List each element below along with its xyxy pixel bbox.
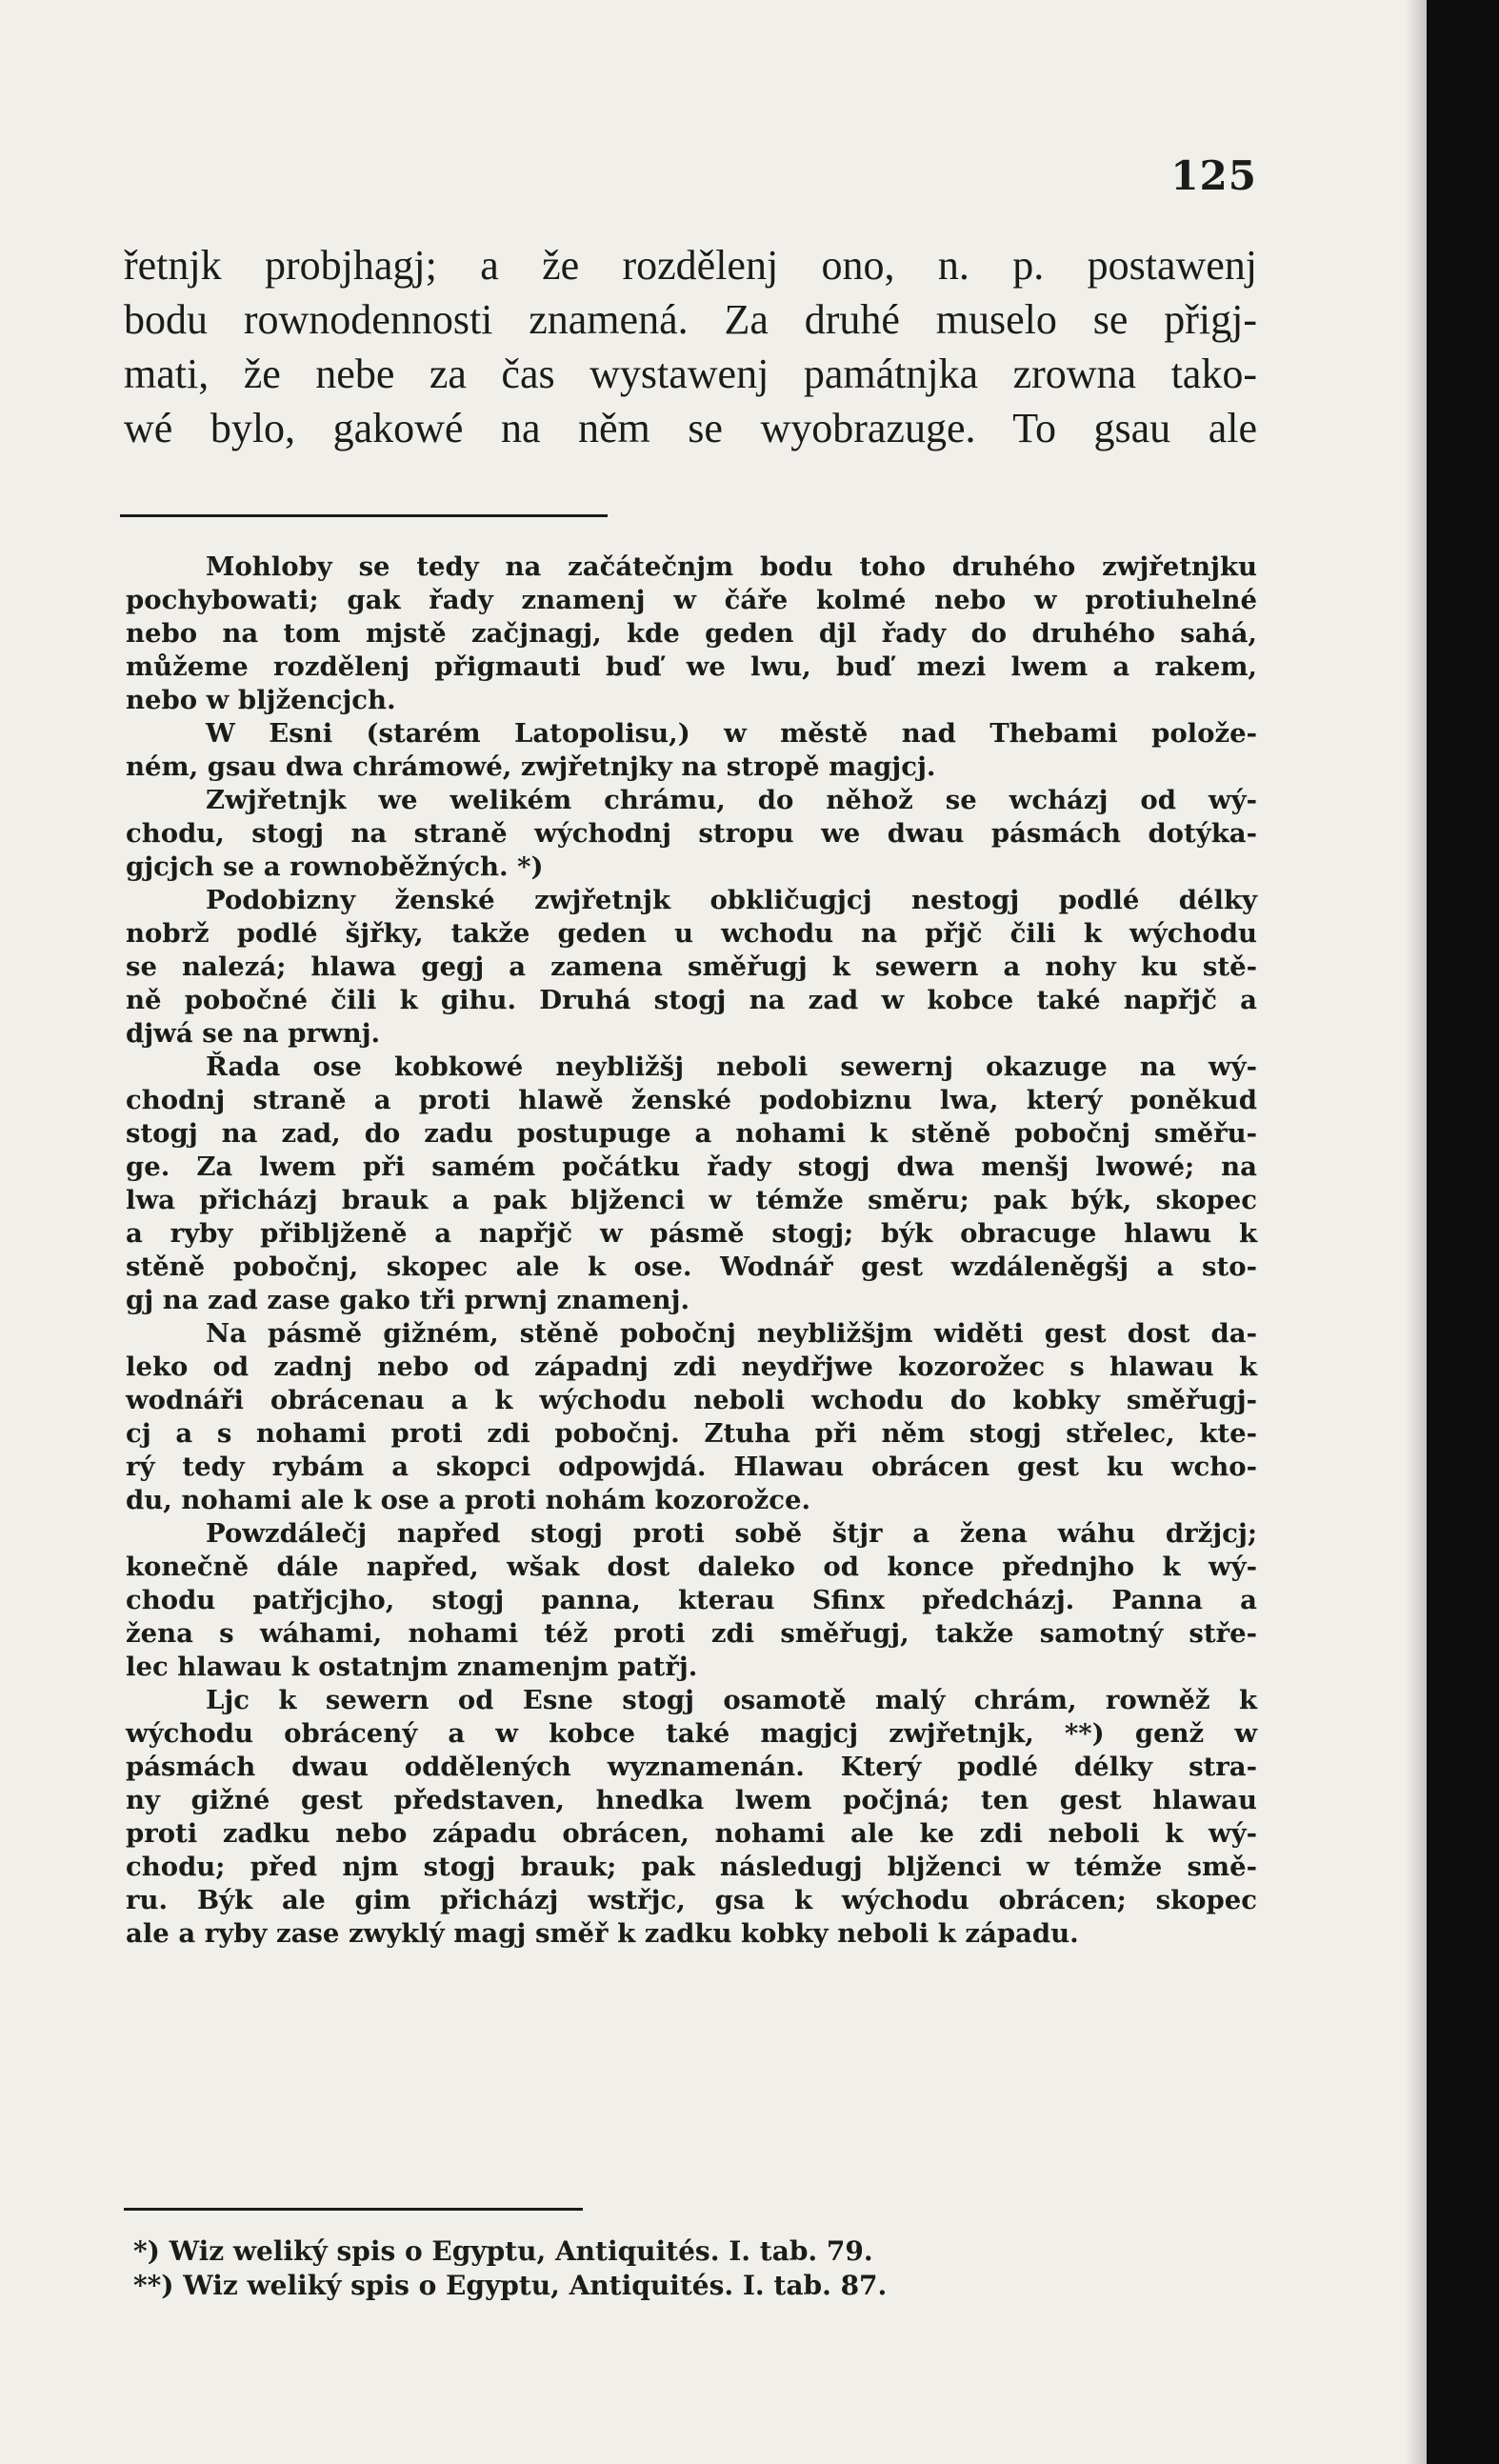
text-line: cj a s nohami proti zdi pobočnj. Ztuha při něm stogj střelec, kte-	[126, 1418, 1257, 1449]
text-line: rý tedy rybám a skopci odpowjdá. Hlawau obrácen gest ku wcho-	[126, 1452, 1257, 1482]
text-line: wodnáři obrácenau a k wýchodu neboli wchodu do kobky směřugj-	[126, 1385, 1257, 1415]
paragraph	[126, 1317, 1257, 1517]
page-edge-shadow	[1406, 0, 1427, 2464]
separator-rule	[120, 514, 608, 517]
text-line: konečně dále napřed, wšak dost daleko od konce přednjho k wý-	[126, 1552, 1257, 1582]
main-line: wé bylo, gakowé na něm se wyobrazuge. To gsau ale	[124, 405, 1257, 451]
main-line: mati, že nebe za čas wystawenj památnjka zrowna tako-	[124, 351, 1257, 397]
text-line: Podobizny ženské zwjřetnjk obkličugjcj nestogj podlé délky	[206, 885, 1257, 915]
text-line: ale a ryby zase zwyklý magj směř k zadku kobky neboli k západu.	[126, 1918, 1079, 1949]
main-line: bodu rownodennosti znamená. Za druhé muselo se přigj-	[124, 296, 1257, 343]
footnote-body-text	[126, 551, 1257, 1951]
footnote-1: *) Wiz weliký spis o Egyptu, Antiquités. I. tab. 79.	[133, 2235, 873, 2267]
text-line: lec hlawau k ostatnjm znamenjm patřj.	[126, 1652, 698, 1682]
text-line: můžeme rozdělenj přigmauti buď we lwu, buď mezi lwem a rakem,	[126, 651, 1257, 682]
paragraph	[126, 1684, 1257, 1951]
text-line: lwa přicházj brauk a pak bljženci w témže směru; pak býk, skopec	[126, 1185, 1257, 1215]
text-line: chodu; před njm stogj brauk; pak následugj bljženci w témže smě-	[126, 1852, 1257, 1882]
text-line: ném, gsau dwa chrámowé, zwjřetnjky na stropě magjcj.	[126, 751, 936, 782]
text-line: gj na zad zase gako tři prwnj znamenj.	[126, 1285, 690, 1315]
footnotes	[133, 2234, 1257, 2303]
text-line: nebo w bljžencjch.	[126, 685, 396, 715]
text-line: W Esni (starém Latopolisu,) w městě nad Thebami polože-	[206, 718, 1257, 749]
text-line: gjcjch se a rownoběžných. *)	[126, 851, 544, 882]
text-line: Na pásmě gižném, stěně pobočnj neybližšjm widěti gest dost da-	[206, 1318, 1257, 1349]
text-line: wýchodu obrácený a w kobce také magjcj zwjřetnjk, **) genž w	[126, 1718, 1257, 1749]
text-line: nebo na tom mjstě začjnagj, kde geden djl řady do druhého sahá,	[126, 618, 1257, 649]
main-text-block	[124, 238, 1257, 455]
text-line: a ryby přibljženě a napřjč w pásmě stogj; býk obracuge hlawu k	[126, 1218, 1257, 1249]
text-line: Powzdálečj napřed stogj proti sobě štjr a žena wáhu držjcj;	[206, 1518, 1257, 1549]
text-line: du, nohami ale k ose a proti nohám kozorožce.	[126, 1485, 811, 1515]
footnote-rule	[124, 2208, 583, 2211]
text-line: pásmách dwau oddělených wyznamenán. Který podlé délky stra-	[126, 1752, 1257, 1782]
text-line: Ljc k sewern od Esne stogj osamotě malý chrám, rowněž k	[206, 1685, 1257, 1715]
main-line: řetnjk probjhagj; a že rozdělenj ono, n. p. postawenj	[124, 242, 1257, 289]
paragraph	[126, 1051, 1257, 1317]
paragraph	[126, 551, 1257, 717]
text-line: žena s wáhami, nohami též proti zdi směřugj, takže samotný stře-	[126, 1618, 1257, 1649]
text-line: Mohloby se tedy na začátečnjm bodu toho druhého zwjřetnjku	[206, 551, 1257, 582]
text-line: se nalezá; hlawa gegj a zamena směřugj k sewern a nohy ku stě-	[126, 952, 1257, 982]
text-line: chodnj straně a proti hlawě ženské podobiznu lwa, který poněkud	[126, 1085, 1257, 1115]
text-line: pochybowati; gak řady znamenj w čáře kolmé nebo w protiuhelné	[126, 585, 1257, 615]
text-line: ně pobočné čili k gihu. Druhá stogj na zad w kobce také napřjč a	[126, 985, 1257, 1015]
paragraph	[126, 1517, 1257, 1684]
text-line: stogj na zad, do zadu postupuge a nohami k stěně pobočnj směřu-	[126, 1118, 1257, 1149]
text-line: nobrž podlé šjřky, takže geden u wchodu na přjč čili k wýchodu	[126, 918, 1257, 949]
text-line: proti zadku nebo západu obrácen, nohami ale ke zdi neboli k wý-	[126, 1818, 1257, 1849]
text-line: Řada ose kobkowé neybližšj neboli sewernj okazuge na wý-	[206, 1052, 1257, 1082]
page-number: 125	[1170, 152, 1257, 199]
text-line: chodu, stogj na straně wýchodnj stropu we dwau pásmách dotýka-	[126, 818, 1257, 849]
footnote-2: **) Wiz weliký spis o Egyptu, Antiquités. I. tab. 87.	[133, 2270, 888, 2301]
text-line: stěně pobočnj, skopec ale k ose. Wodnář gest wzdáleněgšj a sto-	[126, 1252, 1257, 1282]
text-line: leko od zadnj nebo od západnj zdi neydřjwe kozorožec s hlawau k	[126, 1352, 1257, 1382]
text-line: chodu patřjcjho, stogj panna, kterau Sfinx předcházj. Panna a	[126, 1585, 1257, 1615]
paragraph	[126, 884, 1257, 1051]
paragraph	[126, 717, 1257, 784]
paragraph	[126, 784, 1257, 884]
text-line: ge. Za lwem při samém počátku řady stogj dwa menšj lwowé; na	[126, 1152, 1257, 1182]
text-line: ny gižné gest představen, hnedka lwem počjná; ten gest hlawau	[126, 1785, 1257, 1815]
text-line: ru. Býk ale gim přicházj wstřjc, gsa k wýchodu obrácen; skopec	[126, 1885, 1257, 1915]
text-line: djwá se na prwnj.	[126, 1018, 381, 1049]
text-line: Zwjřetnjk we welikém chrámu, do něhož se wcházj od wý-	[206, 785, 1257, 815]
